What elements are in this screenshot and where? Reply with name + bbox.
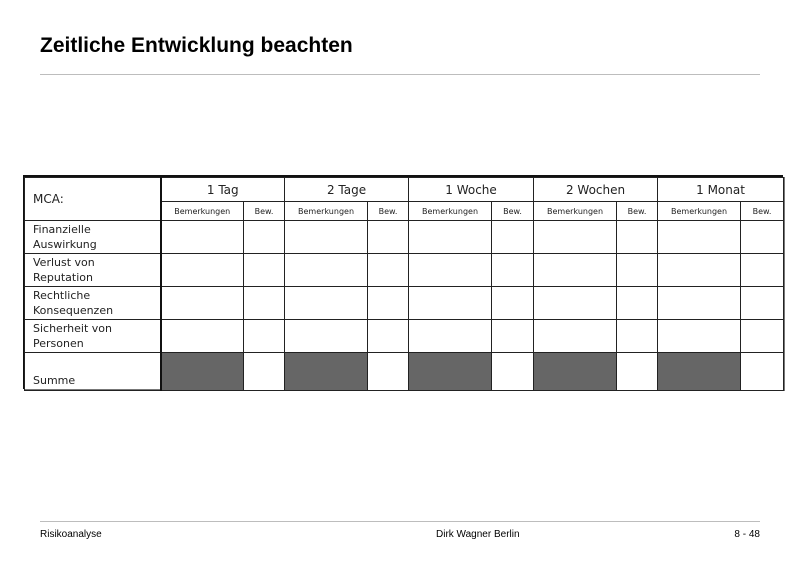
remarks-cell — [658, 287, 741, 320]
rating-header: Bew. — [492, 202, 534, 221]
remarks-cell — [658, 221, 741, 254]
rating-cell — [368, 287, 409, 320]
rating-cell — [492, 254, 534, 287]
mca-table — [24, 177, 784, 391]
rating-cell — [741, 254, 784, 287]
footer-title: Risikoanalyse — [40, 529, 102, 540]
remarks-cell — [409, 221, 492, 254]
rating-cell — [617, 221, 658, 254]
sum-row — [25, 353, 784, 391]
remarks-header: Bemerkungen — [285, 202, 368, 221]
remarks-cell — [285, 287, 368, 320]
sum-label: Summe — [25, 353, 161, 391]
table-row — [25, 320, 784, 353]
rating-header: Bew. — [244, 202, 285, 221]
rating-cell — [368, 221, 409, 254]
rating-cell — [741, 320, 784, 353]
rating-cell — [617, 320, 658, 353]
table-row — [25, 221, 784, 254]
sum-remarks-cell-shaded — [285, 353, 368, 391]
row-label: Rechtliche Konsequenzen — [25, 287, 161, 320]
remarks-cell — [285, 320, 368, 353]
sum-rating-cell — [492, 353, 534, 391]
rating-cell — [492, 287, 534, 320]
sum-rating-cell — [741, 353, 784, 391]
remarks-cell — [534, 320, 617, 353]
remarks-cell — [161, 221, 244, 254]
sum-remarks-cell-shaded — [161, 353, 244, 391]
sum-remarks-cell-shaded — [409, 353, 492, 391]
period-header: 1 Tag — [161, 178, 285, 202]
period-header: 2 Wochen — [534, 178, 658, 202]
table-row — [25, 254, 784, 287]
remarks-cell — [534, 287, 617, 320]
remarks-cell — [409, 254, 492, 287]
rating-header: Bew. — [617, 202, 658, 221]
table-row — [25, 287, 784, 320]
rating-cell — [492, 221, 534, 254]
row-label: Verlust von Reputation — [25, 254, 161, 287]
footer-divider — [40, 521, 760, 522]
rating-cell — [741, 221, 784, 254]
remarks-cell — [285, 254, 368, 287]
rating-cell — [741, 287, 784, 320]
title-divider — [40, 74, 760, 75]
remarks-cell — [658, 320, 741, 353]
period-header: 1 Monat — [658, 178, 784, 202]
remarks-header: Bemerkungen — [409, 202, 492, 221]
rating-cell — [244, 287, 285, 320]
period-header-row — [25, 178, 784, 202]
remarks-header: Bemerkungen — [161, 202, 244, 221]
remarks-cell — [534, 221, 617, 254]
rating-cell — [244, 320, 285, 353]
rating-cell — [244, 254, 285, 287]
sum-remarks-cell-shaded — [658, 353, 741, 391]
rating-header: Bew. — [741, 202, 784, 221]
row-label: Finanzielle Auswirkung — [25, 221, 161, 254]
remarks-cell — [409, 287, 492, 320]
rating-cell — [368, 254, 409, 287]
rating-header: Bew. — [368, 202, 409, 221]
sum-rating-cell — [368, 353, 409, 391]
row-label: Sicherheit von Personen — [25, 320, 161, 353]
remarks-cell — [658, 254, 741, 287]
period-header: 2 Tage — [285, 178, 409, 202]
remarks-cell — [161, 320, 244, 353]
sum-remarks-cell-shaded — [534, 353, 617, 391]
corner-label: MCA: — [25, 178, 161, 221]
footer-author: Dirk Wagner Berlin — [436, 529, 520, 540]
page-number: 8 - 48 — [734, 529, 760, 540]
remarks-header: Bemerkungen — [534, 202, 617, 221]
remarks-cell — [161, 254, 244, 287]
rating-cell — [244, 221, 285, 254]
remarks-cell — [161, 287, 244, 320]
rating-cell — [617, 254, 658, 287]
sum-rating-cell — [244, 353, 285, 391]
remarks-header: Bemerkungen — [658, 202, 741, 221]
remarks-cell — [409, 320, 492, 353]
rating-cell — [617, 287, 658, 320]
mca-table-image — [23, 175, 783, 389]
rating-cell — [368, 320, 409, 353]
slide-title: Zeitliche Entwicklung beachten — [40, 34, 353, 57]
remarks-cell — [534, 254, 617, 287]
remarks-cell — [285, 221, 368, 254]
period-header: 1 Woche — [409, 178, 534, 202]
sum-rating-cell — [617, 353, 658, 391]
rating-cell — [492, 320, 534, 353]
